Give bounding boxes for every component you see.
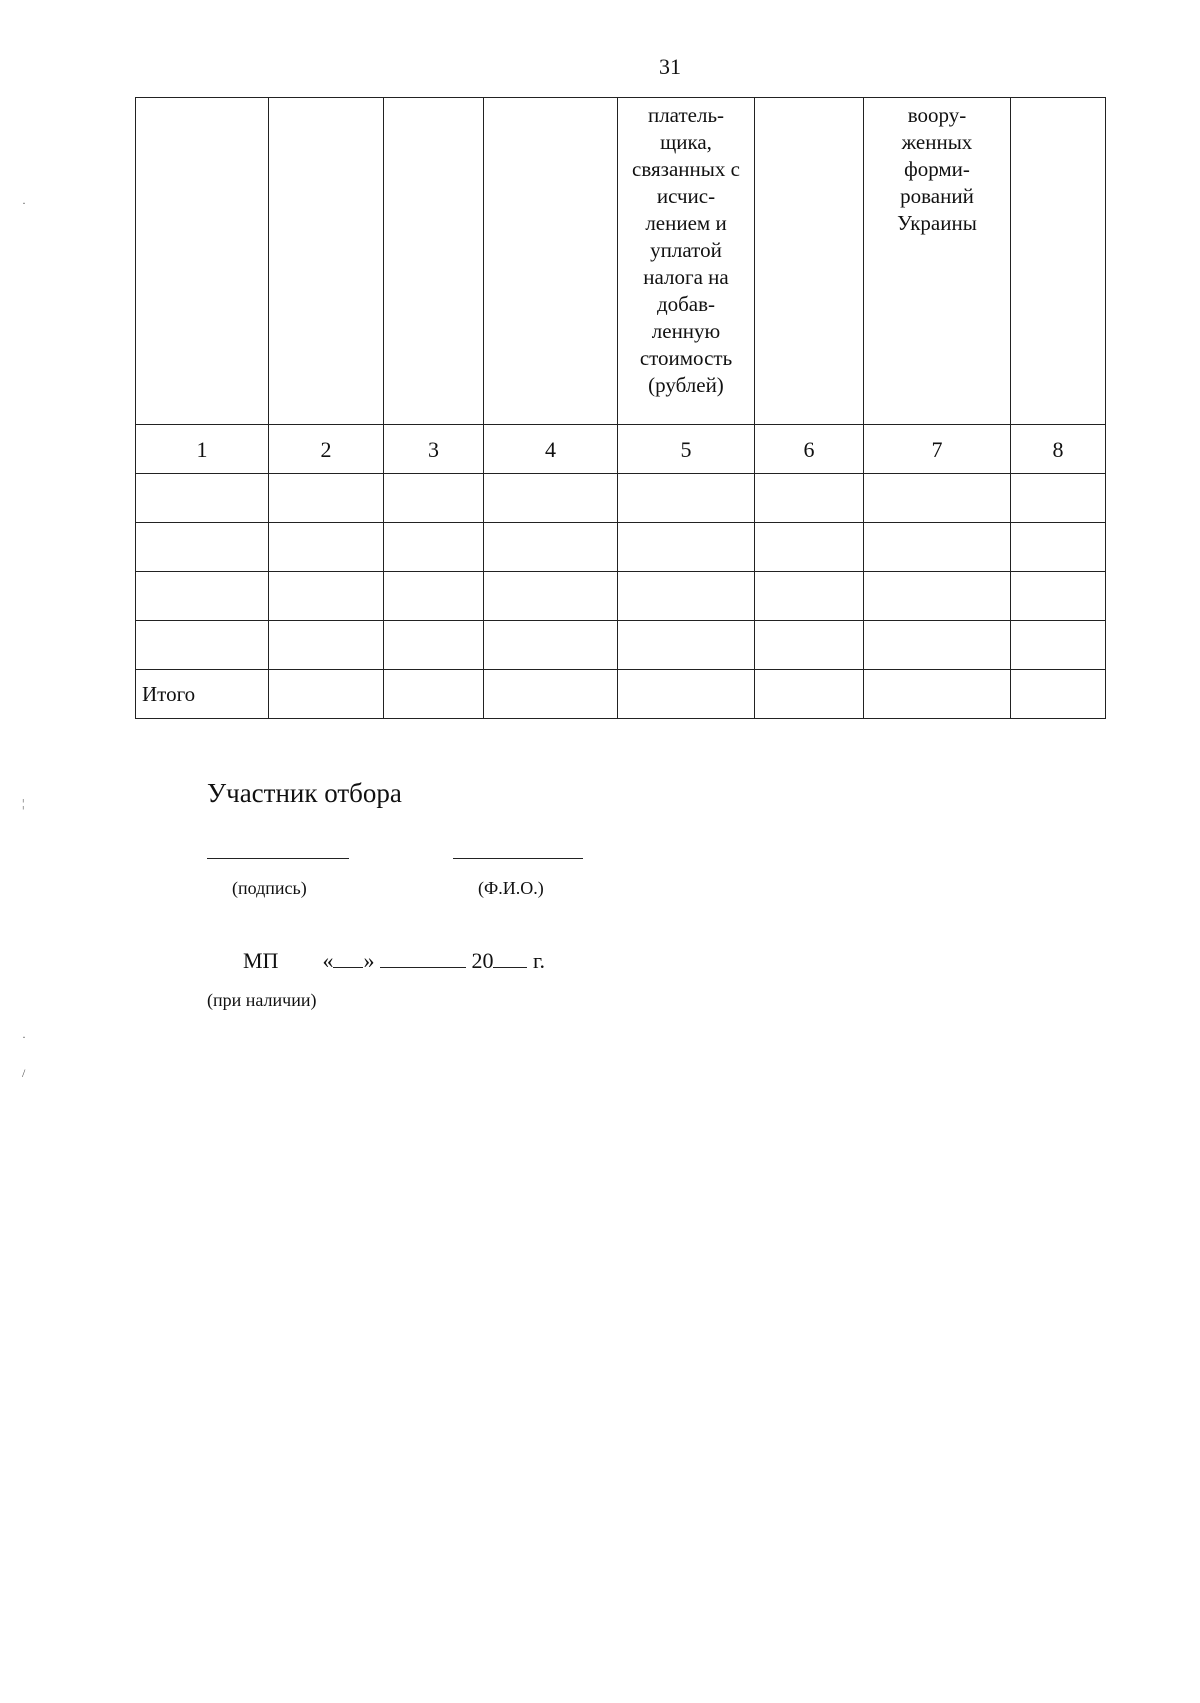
table-cell[interactable] xyxy=(618,572,755,621)
table-cell[interactable] xyxy=(269,474,384,523)
table-cell[interactable] xyxy=(484,523,618,572)
table-cell[interactable] xyxy=(384,621,484,670)
column-number-row xyxy=(136,425,1106,474)
page-number: 31 xyxy=(659,54,681,79)
fio-caption: (Ф.И.О.) xyxy=(478,878,544,898)
header-cell-4 xyxy=(484,98,618,425)
table-cell[interactable] xyxy=(618,621,755,670)
table-cell[interactable] xyxy=(136,523,269,572)
header-cell-7: воору- женных форми- рований Украины xyxy=(864,98,1011,425)
table-cell[interactable] xyxy=(864,670,1011,719)
day-blank[interactable] xyxy=(333,947,363,968)
scan-mark: · xyxy=(22,196,26,210)
table-cell[interactable] xyxy=(136,621,269,670)
stamp-date-line xyxy=(243,947,545,974)
table-cell[interactable] xyxy=(269,523,384,572)
column-number: 3 xyxy=(384,425,484,474)
scan-mark: ¦ xyxy=(22,796,25,810)
date-close-quote: » xyxy=(363,948,375,973)
table-cell[interactable] xyxy=(864,523,1011,572)
table-cell[interactable] xyxy=(136,572,269,621)
table-cell[interactable] xyxy=(618,523,755,572)
year-prefix: 20 xyxy=(471,948,494,973)
header-cell-8 xyxy=(1011,98,1106,425)
header-cell-5: платель- щика, связанных с исчис- лением и уплатой налога на добав- ленную стоимость (рублей) xyxy=(618,98,755,425)
header-cell-6 xyxy=(755,98,864,425)
table-cell[interactable] xyxy=(484,670,618,719)
column-number: 8 xyxy=(1011,425,1106,474)
table-cell[interactable] xyxy=(384,523,484,572)
total-row xyxy=(136,670,1106,719)
table-cell[interactable] xyxy=(755,523,864,572)
table-cell[interactable] xyxy=(1011,621,1106,670)
stamp-caption: (при наличии) xyxy=(207,990,317,1010)
year-blank[interactable] xyxy=(493,947,527,968)
table-cell[interactable] xyxy=(384,474,484,523)
table-cell[interactable] xyxy=(384,572,484,621)
header-cell-3 xyxy=(384,98,484,425)
column-number: 5 xyxy=(618,425,755,474)
scan-mark: · xyxy=(22,1030,26,1044)
table-cell[interactable] xyxy=(269,572,384,621)
column-number: 1 xyxy=(136,425,269,474)
column-number: 2 xyxy=(269,425,384,474)
table-cell[interactable] xyxy=(136,474,269,523)
column-number: 7 xyxy=(864,425,1011,474)
table-cell[interactable] xyxy=(384,670,484,719)
table-row xyxy=(136,572,1106,621)
table-cell[interactable] xyxy=(1011,670,1106,719)
table-row xyxy=(136,621,1106,670)
table-cell[interactable] xyxy=(1011,572,1106,621)
stamp-label: МП xyxy=(243,948,279,973)
signature-caption: (подпись) xyxy=(232,878,307,898)
year-suffix: г. xyxy=(532,948,545,973)
participant-title: Участник отбора xyxy=(207,778,402,808)
table-row xyxy=(136,474,1106,523)
table-cell[interactable] xyxy=(864,474,1011,523)
table-cell[interactable] xyxy=(484,621,618,670)
table-cell[interactable] xyxy=(484,572,618,621)
table-cell[interactable] xyxy=(755,572,864,621)
table-row xyxy=(136,523,1106,572)
table-cell[interactable] xyxy=(755,474,864,523)
header-cell-1 xyxy=(136,98,269,425)
scan-mark: / xyxy=(22,1066,26,1080)
column-number: 4 xyxy=(484,425,618,474)
fio-line[interactable] xyxy=(453,858,583,859)
table-cell[interactable] xyxy=(1011,523,1106,572)
total-label: Итого xyxy=(136,670,269,719)
table-header-row xyxy=(136,98,1106,425)
signature-line[interactable] xyxy=(207,858,349,859)
date-open-quote: « xyxy=(322,948,334,973)
table-cell[interactable] xyxy=(864,572,1011,621)
table-cell[interactable] xyxy=(755,621,864,670)
header-cell-2 xyxy=(269,98,384,425)
form-table xyxy=(135,97,1106,719)
table-cell[interactable] xyxy=(269,621,384,670)
table-cell[interactable] xyxy=(1011,474,1106,523)
column-number: 6 xyxy=(755,425,864,474)
table-cell[interactable] xyxy=(484,474,618,523)
table-cell[interactable] xyxy=(864,621,1011,670)
table-cell[interactable] xyxy=(618,670,755,719)
month-blank[interactable] xyxy=(380,947,466,968)
table-cell[interactable] xyxy=(269,670,384,719)
table-cell[interactable] xyxy=(755,670,864,719)
table-cell[interactable] xyxy=(618,474,755,523)
